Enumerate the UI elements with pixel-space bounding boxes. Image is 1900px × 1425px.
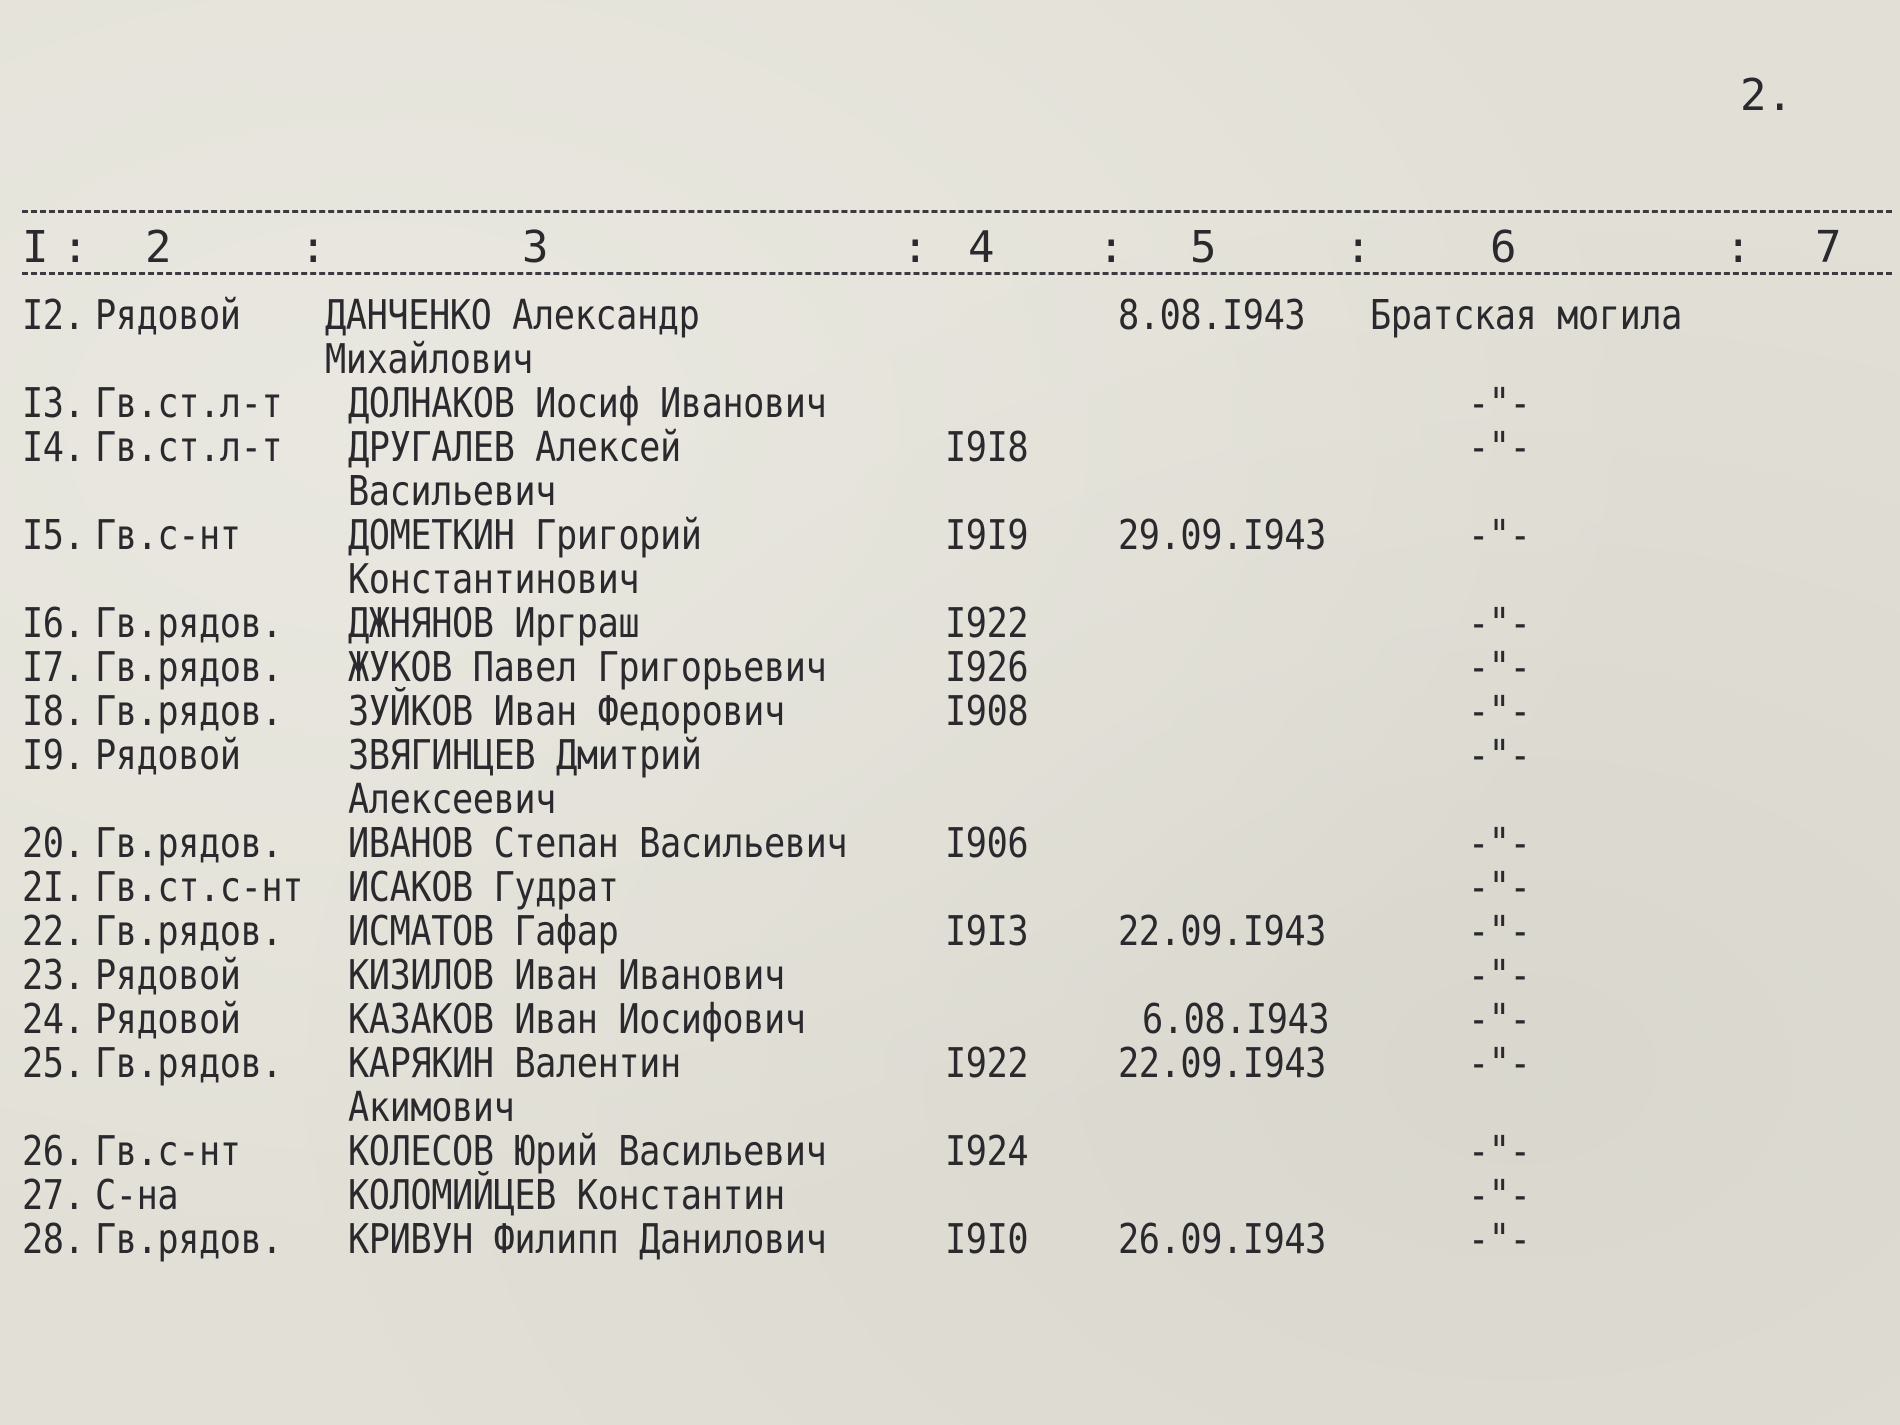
row-birth-year: I9I9 bbox=[945, 511, 1029, 559]
row-death-date: 6.08.I943 bbox=[1142, 995, 1330, 1043]
row-rank: Гв.рядов. bbox=[95, 599, 283, 647]
row-name: КОЛОМИЙЦЕВ Константин bbox=[348, 1171, 785, 1219]
row-number: 28. bbox=[22, 1215, 85, 1263]
row-rank: Гв.рядов. bbox=[95, 1215, 283, 1263]
row-number: 26. bbox=[22, 1127, 85, 1175]
column-header-3: 3 bbox=[522, 222, 549, 273]
row-rank: С-на bbox=[95, 1171, 179, 1219]
row-rank: Гв.рядов. bbox=[95, 643, 283, 691]
row-rank: Гв.с-нт bbox=[95, 1127, 241, 1175]
row-burial-place: -"- bbox=[1468, 1171, 1531, 1219]
column-header-5: 5 bbox=[1190, 222, 1217, 273]
row-burial-place: -"- bbox=[1468, 423, 1531, 471]
row-birth-year: I922 bbox=[945, 599, 1029, 647]
row-number: 23. bbox=[22, 951, 85, 999]
row-name: ДОМЕТКИН Григорий bbox=[348, 511, 702, 559]
row-name: КАРЯКИН Валентин bbox=[348, 1039, 681, 1087]
row-name: ЗВЯГИНЦЕВ Дмитрий bbox=[348, 731, 702, 779]
row-birth-year: I9I0 bbox=[945, 1215, 1029, 1263]
row-burial-place: -"- bbox=[1468, 1127, 1531, 1175]
row-rank: Гв.ст.л-т bbox=[95, 379, 283, 427]
column-separator: : bbox=[1725, 222, 1752, 273]
row-name-continued: Алексеевич bbox=[348, 775, 556, 823]
row-rank: Рядовой bbox=[95, 731, 241, 779]
row-number: I9. bbox=[22, 731, 85, 779]
page-number: 2. bbox=[1740, 70, 1793, 121]
row-number: I7. bbox=[22, 643, 85, 691]
row-burial-place: -"- bbox=[1468, 951, 1531, 999]
row-death-date: 22.09.I943 bbox=[1118, 1039, 1326, 1087]
row-name: ДОЛНАКОВ Иосиф Иванович bbox=[348, 379, 827, 427]
header-top-rule bbox=[22, 210, 1892, 213]
column-header-6: 6 bbox=[1490, 222, 1517, 273]
row-burial-place: -"- bbox=[1468, 731, 1531, 779]
row-name-continued: Васильевич bbox=[348, 467, 556, 515]
row-birth-year: I924 bbox=[945, 1127, 1029, 1175]
row-rank: Гв.с-нт bbox=[95, 511, 241, 559]
row-rank: Гв.ст.с-нт bbox=[95, 863, 303, 911]
row-name-continued: Михайлович bbox=[325, 335, 533, 383]
row-name-continued: Акимович bbox=[348, 1083, 515, 1131]
row-rank: Рядовой bbox=[95, 995, 241, 1043]
column-header-1: I bbox=[22, 222, 49, 273]
row-rank: Гв.рядов. bbox=[95, 907, 283, 955]
row-birth-year: I922 bbox=[945, 1039, 1029, 1087]
row-burial-place: -"- bbox=[1468, 907, 1531, 955]
row-rank: Гв.рядов. bbox=[95, 819, 283, 867]
row-burial-place: -"- bbox=[1468, 643, 1531, 691]
row-rank: Гв.рядов. bbox=[95, 1039, 283, 1087]
row-number: 2I. bbox=[22, 863, 85, 911]
row-death-date: 22.09.I943 bbox=[1118, 907, 1326, 955]
row-name: ДЖНЯНОВ Ирграш bbox=[348, 599, 640, 647]
row-birth-year: I9I3 bbox=[945, 907, 1029, 955]
row-death-date: 26.09.I943 bbox=[1118, 1215, 1326, 1263]
row-burial-place: -"- bbox=[1468, 1039, 1531, 1087]
row-number: 25. bbox=[22, 1039, 85, 1087]
row-burial-place: -"- bbox=[1468, 1215, 1531, 1263]
row-name: КОЛЕСОВ Юрий Васильевич bbox=[348, 1127, 827, 1175]
row-rank: Гв.рядов. bbox=[95, 687, 283, 735]
row-burial-place: -"- bbox=[1468, 863, 1531, 911]
row-name: ИВАНОВ Степан Васильевич bbox=[348, 819, 848, 867]
row-number: I4. bbox=[22, 423, 85, 471]
row-name: ЗУЙКОВ Иван Федорович bbox=[348, 687, 785, 735]
column-separator: : bbox=[1098, 222, 1125, 273]
column-header-2: 2 bbox=[145, 222, 172, 273]
row-number: I8. bbox=[22, 687, 85, 735]
column-separator: : bbox=[902, 222, 929, 273]
column-separator: : bbox=[62, 222, 89, 273]
row-name: ИСМАТОВ Гафар bbox=[348, 907, 619, 955]
row-burial-place: -"- bbox=[1468, 511, 1531, 559]
row-number: 27. bbox=[22, 1171, 85, 1219]
row-name: КИЗИЛОВ Иван Иванович bbox=[348, 951, 785, 999]
row-number: I6. bbox=[22, 599, 85, 647]
row-rank: Гв.ст.л-т bbox=[95, 423, 283, 471]
column-separator: : bbox=[1345, 222, 1372, 273]
row-burial-place: -"- bbox=[1468, 599, 1531, 647]
row-death-date: 8.08.I943 bbox=[1118, 291, 1306, 339]
row-name: ДРУГАЛЕВ Алексей bbox=[348, 423, 681, 471]
row-burial-place: -"- bbox=[1468, 995, 1531, 1043]
row-name: КРИВУН Филипп Данилович bbox=[348, 1215, 827, 1263]
column-header-4: 4 bbox=[968, 222, 995, 273]
row-birth-year: I9I8 bbox=[945, 423, 1029, 471]
row-number: 24. bbox=[22, 995, 85, 1043]
row-number: 20. bbox=[22, 819, 85, 867]
row-burial-place: Братская могила bbox=[1370, 291, 1682, 339]
row-burial-place: -"- bbox=[1468, 379, 1531, 427]
row-burial-place: -"- bbox=[1468, 819, 1531, 867]
column-header-7: 7 bbox=[1815, 222, 1842, 273]
row-birth-year: I926 bbox=[945, 643, 1029, 691]
row-number: I5. bbox=[22, 511, 85, 559]
row-rank: Рядовой bbox=[95, 951, 241, 999]
row-birth-year: I908 bbox=[945, 687, 1029, 735]
row-burial-place: -"- bbox=[1468, 687, 1531, 735]
row-death-date: 29.09.I943 bbox=[1118, 511, 1326, 559]
row-rank: Рядовой bbox=[95, 291, 241, 339]
row-birth-year: I906 bbox=[945, 819, 1029, 867]
row-name: ДАНЧЕНКО Александр bbox=[325, 291, 700, 339]
row-number: I3. bbox=[22, 379, 85, 427]
row-name-continued: Константинович bbox=[348, 555, 640, 603]
row-name: ИСАКОВ Гудрат bbox=[348, 863, 619, 911]
row-name: ЖУКОВ Павел Григорьевич bbox=[348, 643, 827, 691]
column-separator: : bbox=[300, 222, 327, 273]
row-name: КАЗАКОВ Иван Иосифович bbox=[348, 995, 806, 1043]
row-number: 22. bbox=[22, 907, 85, 955]
header-bottom-rule bbox=[22, 272, 1892, 275]
row-number: I2. bbox=[22, 291, 85, 339]
